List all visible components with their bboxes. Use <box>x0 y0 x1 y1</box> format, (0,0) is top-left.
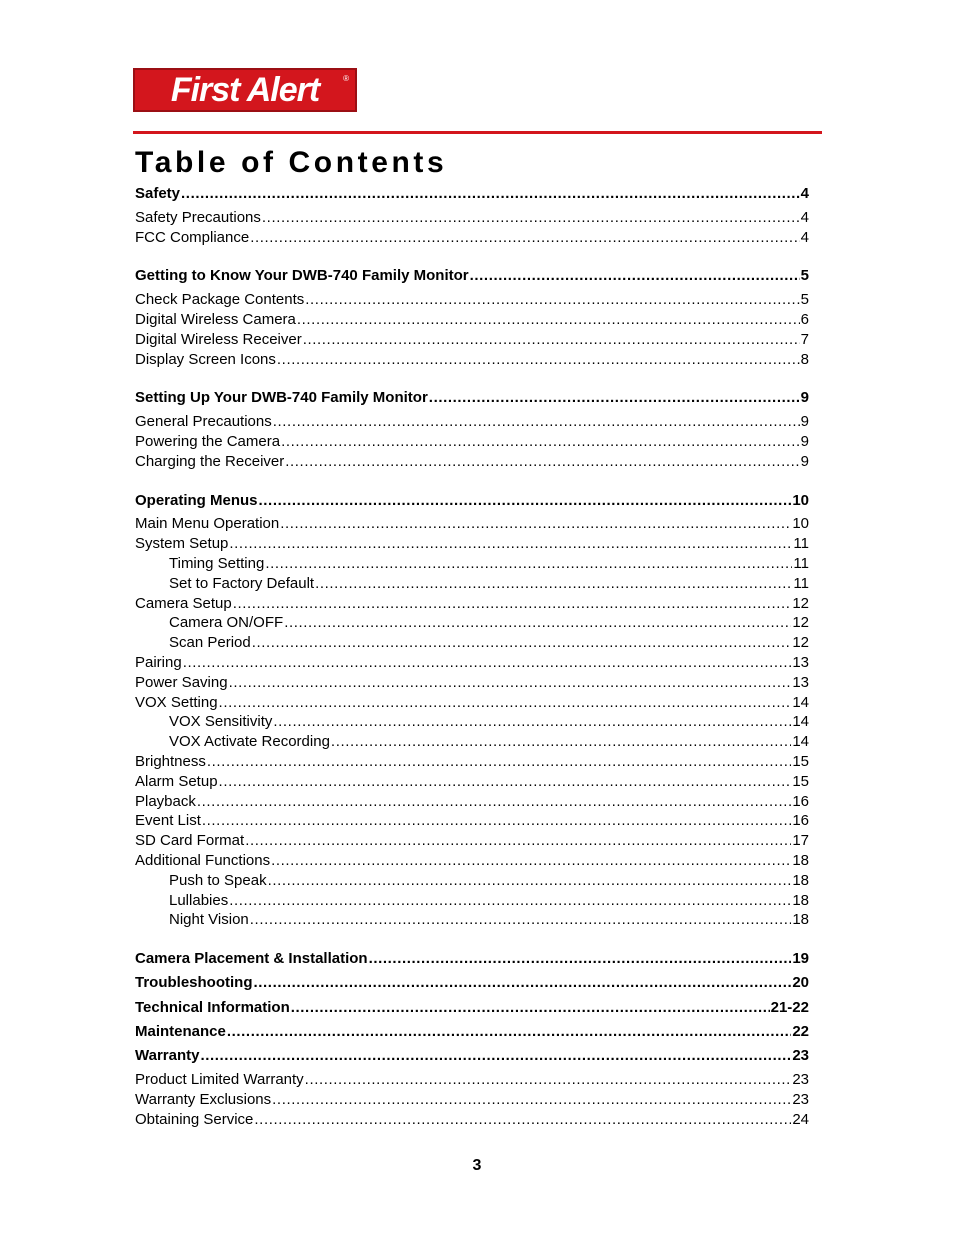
toc-entry-system-setup[interactable] <box>135 534 809 554</box>
toc-entry-label: Charging the Receiver <box>135 452 285 470</box>
toc-entry-page: 23 <box>792 1090 809 1108</box>
toc-entry-label: Camera Placement & Installation <box>135 950 368 968</box>
toc-entry-additional-functions[interactable] <box>135 851 809 871</box>
toc-entry-label: Scan Period <box>169 634 251 652</box>
dot-leader <box>470 266 800 286</box>
dot-leader <box>291 998 770 1018</box>
toc-entry-event-list[interactable] <box>135 811 809 831</box>
toc-entry-powering-the-camera[interactable] <box>135 432 809 452</box>
dot-leader <box>297 310 800 330</box>
dot-leader <box>277 350 800 370</box>
toc-entry-page: 9 <box>800 389 809 407</box>
dot-leader <box>281 432 800 452</box>
dot-leader <box>305 1070 792 1090</box>
dot-leader <box>315 574 792 594</box>
dot-leader <box>273 412 800 432</box>
toc-entry-camera-on-off[interactable] <box>135 613 809 633</box>
toc-entry-fcc-compliance[interactable] <box>135 228 809 248</box>
toc-entry-label: Getting to Know Your DWB-740 Family Monitor <box>135 267 469 285</box>
dot-leader <box>229 891 791 911</box>
toc-entry-page: 15 <box>792 752 809 770</box>
dot-leader <box>305 290 799 310</box>
dot-leader <box>197 792 791 812</box>
toc-entry-page: 9 <box>800 432 809 450</box>
page-number: 3 <box>472 1157 482 1174</box>
toc-spacer <box>135 369 809 388</box>
toc-section-operating-menus[interactable] <box>135 491 809 511</box>
toc-entry-warranty-exclusions[interactable] <box>135 1090 809 1110</box>
toc-spacer <box>135 930 809 949</box>
toc-entry-lullabies[interactable] <box>135 891 809 911</box>
toc-entry-page: 12 <box>792 614 809 632</box>
first-alert-logo <box>133 68 357 112</box>
toc-entry-digital-wireless-camera[interactable] <box>135 310 809 330</box>
dot-leader <box>259 491 792 511</box>
toc-entry-page: 12 <box>792 594 809 612</box>
dot-leader <box>202 811 791 831</box>
toc-entry-label: Obtaining Service <box>135 1110 254 1128</box>
dot-leader <box>207 752 791 772</box>
dot-leader <box>250 228 799 248</box>
dot-leader <box>262 208 800 228</box>
toc-entry-camera-setup[interactable] <box>135 594 809 614</box>
toc-entry-obtaining-service[interactable] <box>135 1110 809 1130</box>
toc-entry-product-limited-warranty[interactable] <box>135 1070 809 1090</box>
toc-entry-page: 23 <box>792 1071 809 1089</box>
toc-entry-page: 16 <box>792 812 809 830</box>
toc-entry-label: Warranty Exclusions <box>135 1090 272 1108</box>
dot-leader <box>284 613 791 633</box>
toc-entry-power-saving[interactable] <box>135 673 809 693</box>
toc-entry-label: FCC Compliance <box>135 228 250 246</box>
toc-entry-page: 13 <box>792 673 809 691</box>
toc-section-camera-placement-installation[interactable] <box>135 949 809 969</box>
toc-entry-label: Event List <box>135 812 201 830</box>
toc-entry-label: Technical Information <box>135 998 290 1016</box>
toc-section-getting-to-know-your-dwb-740-family-monitor[interactable] <box>135 266 809 286</box>
toc-entry-page: 18 <box>792 891 809 909</box>
dot-leader <box>229 673 792 693</box>
toc-entry-page: 15 <box>792 772 809 790</box>
dot-leader <box>181 184 800 204</box>
toc-entry-label: Digital Wireless Camera <box>135 310 296 328</box>
toc-entry-label: Warranty <box>135 1047 200 1065</box>
toc-entry-safety-precautions[interactable] <box>135 208 809 228</box>
toc-entry-display-screen-icons[interactable] <box>135 350 809 370</box>
toc-entry-label: Operating Menus <box>135 491 258 509</box>
dot-leader <box>265 554 792 574</box>
toc-entry-label: Brightness <box>135 752 206 770</box>
toc-entry-label: Set to Factory Default <box>169 574 315 592</box>
toc-entry-label: System Setup <box>135 535 229 553</box>
toc-entry-main-menu-operation[interactable] <box>135 514 809 534</box>
registered-mark: ® <box>343 74 349 83</box>
toc-entry-push-to-speak[interactable] <box>135 871 809 891</box>
toc-entry-scan-period[interactable] <box>135 633 809 653</box>
toc-entry-label: Playback <box>135 792 196 810</box>
toc-entry-page: 14 <box>792 733 809 751</box>
toc-entry-label: Maintenance <box>135 1022 226 1040</box>
toc-entry-label: Setting Up Your DWB-740 Family Monitor <box>135 389 428 407</box>
dot-leader <box>254 1110 791 1130</box>
toc-section-technical-information[interactable] <box>135 998 809 1018</box>
toc-entry-page: 18 <box>792 911 809 929</box>
dot-leader <box>229 534 792 554</box>
toc-entry-label: General Precautions <box>135 413 272 431</box>
toc-section-safety[interactable] <box>135 184 809 204</box>
toc-entry-label: Additional Functions <box>135 851 271 869</box>
toc-entry-page: 12 <box>792 634 809 652</box>
table-of-contents <box>135 184 809 1129</box>
dot-leader <box>272 1090 791 1110</box>
toc-entry-page: 20 <box>792 974 809 992</box>
toc-entry-label: Digital Wireless Receiver <box>135 330 302 348</box>
dot-leader <box>303 330 800 350</box>
toc-entry-page: 8 <box>800 350 809 368</box>
toc-entry-check-package-contents[interactable] <box>135 290 809 310</box>
toc-entry-label: Lullabies <box>169 891 229 909</box>
toc-entry-label: VOX Activate Recording <box>169 733 330 751</box>
toc-entry-set-to-factory-default[interactable] <box>135 574 809 594</box>
toc-entry-page: 19 <box>792 950 809 968</box>
toc-entry-page: 18 <box>792 851 809 869</box>
toc-entry-label: Main Menu Operation <box>135 515 280 533</box>
toc-entry-label: VOX Setting <box>135 693 218 711</box>
dot-leader <box>200 1046 791 1066</box>
toc-entry-page: 4 <box>800 208 809 226</box>
toc-entry-page: 17 <box>792 832 809 850</box>
dot-leader <box>219 772 792 792</box>
toc-entry-page: 22 <box>792 1022 809 1040</box>
toc-entry-page: 11 <box>793 554 809 572</box>
toc-entry-page: 9 <box>800 452 809 470</box>
toc-entry-digital-wireless-receiver[interactable] <box>135 330 809 350</box>
toc-section-maintenance[interactable] <box>135 1022 809 1042</box>
toc-entry-night-vision[interactable] <box>135 910 809 930</box>
toc-entry-vox-setting[interactable] <box>135 693 809 713</box>
toc-entry-brightness[interactable] <box>135 752 809 772</box>
toc-section-warranty[interactable] <box>135 1046 809 1066</box>
toc-entry-label: Pairing <box>135 653 182 671</box>
toc-entry-page: 4 <box>800 185 809 202</box>
toc-entry-page: 5 <box>800 291 809 309</box>
dot-leader <box>268 871 792 891</box>
toc-entry-label: Check Package Contents <box>135 291 305 309</box>
dot-leader <box>285 452 799 472</box>
toc-entry-label: Camera Setup <box>135 594 232 612</box>
toc-spacer <box>135 472 809 491</box>
toc-entry-page: 23 <box>792 1047 809 1065</box>
toc-entry-page: 14 <box>792 713 809 731</box>
toc-entry-charging-the-receiver[interactable] <box>135 452 809 472</box>
toc-entry-page: 24 <box>792 1110 809 1128</box>
toc-entry-vox-activate-recording[interactable] <box>135 732 809 752</box>
dot-leader <box>252 633 792 653</box>
toc-entry-page: 10 <box>792 491 809 509</box>
dot-leader <box>331 732 791 752</box>
dot-leader <box>233 594 792 614</box>
toc-entry-label: Camera ON/OFF <box>169 614 284 632</box>
toc-entry-label: Troubleshooting <box>135 974 253 992</box>
toc-entry-page: 10 <box>792 515 809 533</box>
toc-entry-page: 11 <box>793 535 809 553</box>
toc-entry-label: Safety Precautions <box>135 208 261 226</box>
toc-entry-alarm-setup[interactable] <box>135 772 809 792</box>
toc-entry-label: Night Vision <box>169 911 249 929</box>
toc-entry-page: 5 <box>800 267 809 285</box>
toc-entry-page: 6 <box>800 310 809 328</box>
dot-leader <box>273 712 791 732</box>
dot-leader <box>369 949 792 969</box>
toc-entry-page: 18 <box>792 871 809 889</box>
dot-leader <box>227 1022 791 1042</box>
dot-leader <box>245 831 791 851</box>
dot-leader <box>429 388 800 408</box>
toc-section-troubleshooting[interactable] <box>135 973 809 993</box>
toc-entry-label: Alarm Setup <box>135 772 218 790</box>
toc-entry-page: 11 <box>793 574 809 592</box>
toc-entry-label: VOX Sensitivity <box>169 713 273 731</box>
toc-entry-label: Timing Setting <box>169 554 265 572</box>
toc-entry-page: 21-22 <box>770 998 809 1016</box>
toc-section-setting-up-your-dwb-740-family-monitor[interactable] <box>135 388 809 408</box>
toc-entry-label: Safety <box>135 185 181 202</box>
toc-entry-page: 13 <box>792 653 809 671</box>
toc-entry-page: 4 <box>800 228 809 246</box>
dot-leader <box>250 910 792 930</box>
toc-entry-label: Push to Speak <box>169 871 267 889</box>
toc-entry-label: SD Card Format <box>135 832 245 850</box>
toc-entry-page: 16 <box>792 792 809 810</box>
toc-entry-label: Power Saving <box>135 673 228 691</box>
toc-entry-sd-card-format[interactable] <box>135 831 809 851</box>
toc-entry-label: Powering the Camera <box>135 432 281 450</box>
dot-leader <box>219 693 792 713</box>
logo-text: First Alert <box>170 71 320 109</box>
dot-leader <box>254 973 792 993</box>
toc-entry-label: Product Limited Warranty <box>135 1071 304 1089</box>
toc-entry-page: 7 <box>800 330 809 348</box>
toc-entry-page: 14 <box>792 693 809 711</box>
dot-leader <box>183 653 792 673</box>
toc-entry-label: Display Screen Icons <box>135 350 276 368</box>
toc-entry-page: 9 <box>800 413 809 431</box>
toc-entry-playback[interactable] <box>135 792 809 812</box>
toc-entry-vox-sensitivity[interactable] <box>135 712 809 732</box>
dot-leader <box>280 514 791 534</box>
toc-spacer <box>135 247 809 266</box>
dot-leader <box>271 851 791 871</box>
toc-entry-general-precautions[interactable] <box>135 412 809 432</box>
toc-entry-timing-setting[interactable] <box>135 554 809 574</box>
header-divider <box>133 131 822 134</box>
page-title: Table of Contents <box>135 146 448 179</box>
toc-entry-pairing[interactable] <box>135 653 809 673</box>
